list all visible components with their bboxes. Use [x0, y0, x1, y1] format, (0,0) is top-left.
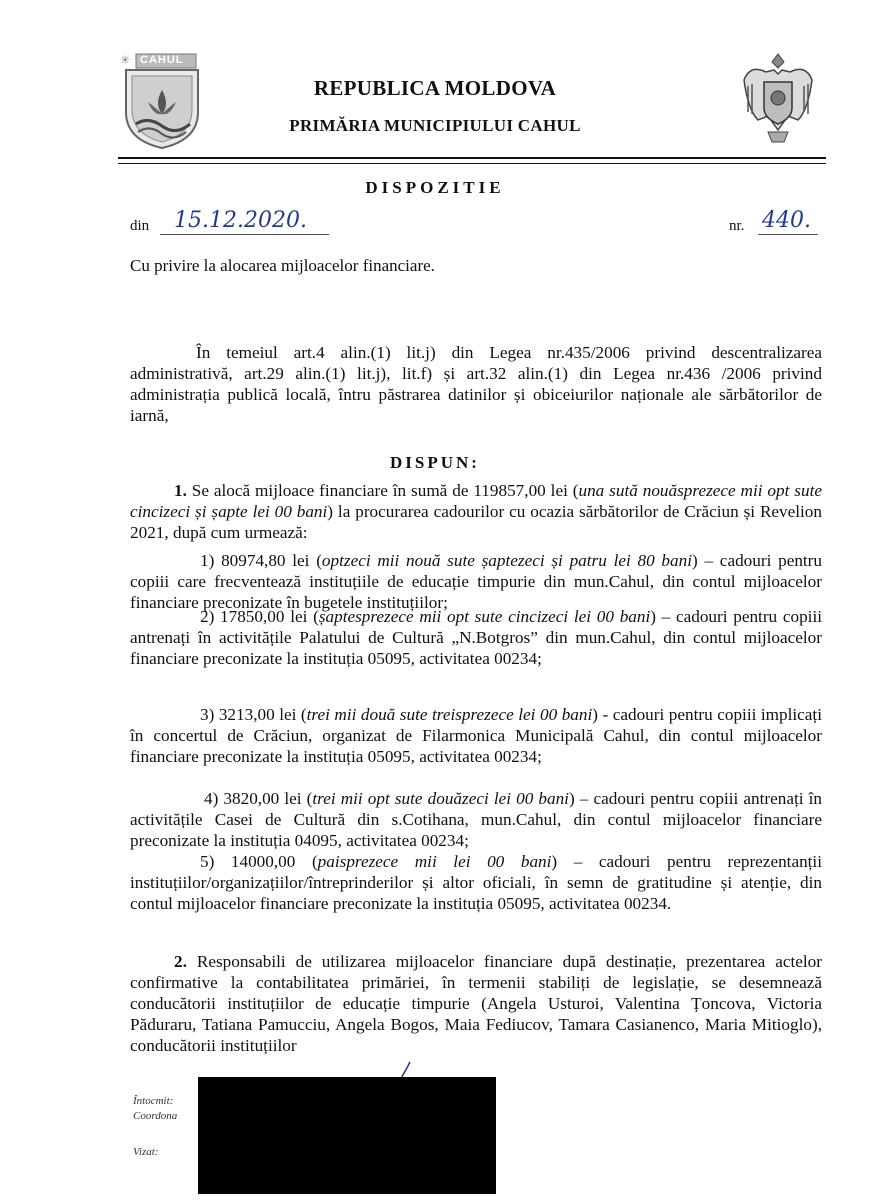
- point-2-text: Responsabili de utilizarea mijloacelor financiare după destinație, prezentarea actelor confirmative la contabilitatea primăriei, în termenii stabiliți de legislație, se desemnează conducătorii instituțiilor de educație timpurie (Angela Usturoi, Valentina Țoncova, Victoria Păduraru, Tatiana Pamucciu, Angela Bogos, Maia Fediucov, Tamara Casianenco, Maria Mitioglo), conducătorii instituțiilor: [130, 952, 822, 1055]
- subpoint-italic: șaptesprezece mii opt sute cincizeci lei 00 bani: [318, 607, 651, 626]
- page-title: REPUBLICA MOLDOVA: [313, 76, 557, 100]
- subpoint-italic: trei mii opt sute douăzeci lei 00 bani: [312, 789, 569, 808]
- redaction-block: [198, 1077, 496, 1194]
- header-rule-thick: [118, 157, 826, 159]
- header-rule-thin: [118, 163, 826, 164]
- footer-coordonat: Coordona: [133, 1110, 178, 1122]
- logo-text: CAHUL: [140, 54, 184, 66]
- subpoint-1: [130, 550, 822, 613]
- subpoint-italic: optzeci mii nouă sute șaptezeci și patru lei 80 bani: [321, 551, 692, 570]
- subpoint-post: ) – cadouri pentru copiii care frecventează instituțiile de educație timpurie din mun.Cahul, din contul mijloacelor financiare preconizate în bugetele instituțiilor;: [130, 551, 823, 612]
- subpoint-pre: 4) 3820,00 lei (: [204, 789, 313, 808]
- subpoint-post: ) - cadouri pentru copiii implicați în concertul de Crăciun, organizat de Filarmonica Municipală Cahul, din contul mijloacelor financiare preconizate la instituția 05095, activitatea 00234;: [130, 705, 822, 766]
- subpoint-pre: 2) 17850,00 lei (: [200, 607, 319, 626]
- dispun-heading: DISPUN:: [390, 453, 480, 472]
- subpoint-italic: paisprezece mii lei 00 bani: [317, 852, 552, 871]
- point-2-paragraph: [130, 951, 822, 1056]
- date-label: din: [130, 218, 150, 234]
- point-1-number: 1.: [174, 481, 187, 500]
- point-1-text-italic: una sută nouăsprezece mii opt sute cincizeci și șapte lei 00 bani: [130, 481, 822, 521]
- preamble-paragraph: În temeiul art.4 alin.(1) lit.j) din Legea nr.435/2006 privind descentralizarea administrativă, art.29 alin.(1) lit.j), lit.f) și art.32 alin.(1) din Legea nr.436 /2006 privind administrația publică locală, întru păstrarea datinilor și obiceiurilor naționale ale sărbătorilor de iarnă,: [130, 343, 822, 425]
- footer-vizat: Vizat:: [133, 1146, 159, 1158]
- document-number: 440.: [758, 208, 818, 235]
- point-1-paragraph: [130, 480, 822, 543]
- subpoint-pre: 1) 80974,80 lei (: [200, 551, 322, 570]
- document-date: 15.12.2020.: [160, 208, 329, 235]
- point-2-number: 2.: [174, 952, 187, 971]
- subpoint-post: ) – cadouri pentru reprezentanții instituțiilor/organizațiilor/întreprinderilor și altor oficiali, în semn de gratitudine și atenție, din contul mijloacelor financiare preconizate la instituția 05095, activitatea 00234.: [130, 852, 822, 913]
- point-1-text-a: Se alocă mijloace financiare în sumă de 119857,00 lei (: [186, 481, 579, 500]
- subpoint-italic: trei mii două sute treisprezece lei 00 bani: [306, 705, 593, 724]
- subpoint-pre: 3) 3213,00 lei (: [200, 705, 307, 724]
- subpoint-5: [130, 851, 822, 914]
- document-subject: Cu privire la alocarea mijloacelor financiare.: [130, 256, 435, 275]
- number-label: nr.: [729, 218, 745, 234]
- subpoint-2: [130, 606, 822, 669]
- point-1-text-b: ) la procurarea cadourilor cu ocazia sărbătorilor de Crăciun și Revelion 2021, după cum urmează:: [130, 502, 822, 542]
- document-type: DISPOZITIE: [365, 178, 505, 197]
- subpoint-pre: 5) 14000,00 (: [200, 852, 318, 871]
- subpoint-3: [130, 704, 822, 767]
- subpoint-post: ) – cadouri pentru copiii antrenați în activitățile Palatului de Cultură „N.Botgros” din mun.Cahul, din contul mijloacelor financiare preconizate la instituția 05095, activitatea 00234;: [130, 607, 822, 668]
- svg-text:✳: ✳: [120, 53, 131, 67]
- subpoint-post: ) – cadouri pentru copiii antrenați în activitățile Casei de Cultură din s.Cotihana, mun.Cahul, din contul mijloacelor financiare preconizate la instituția 04095, activitatea 00234;: [130, 789, 822, 850]
- page-subtitle: PRIMĂRIA MUNICIPIULUI CAHUL: [289, 116, 581, 135]
- footer-intocmit: Întocmit:: [133, 1095, 174, 1107]
- subpoint-4: [130, 788, 822, 851]
